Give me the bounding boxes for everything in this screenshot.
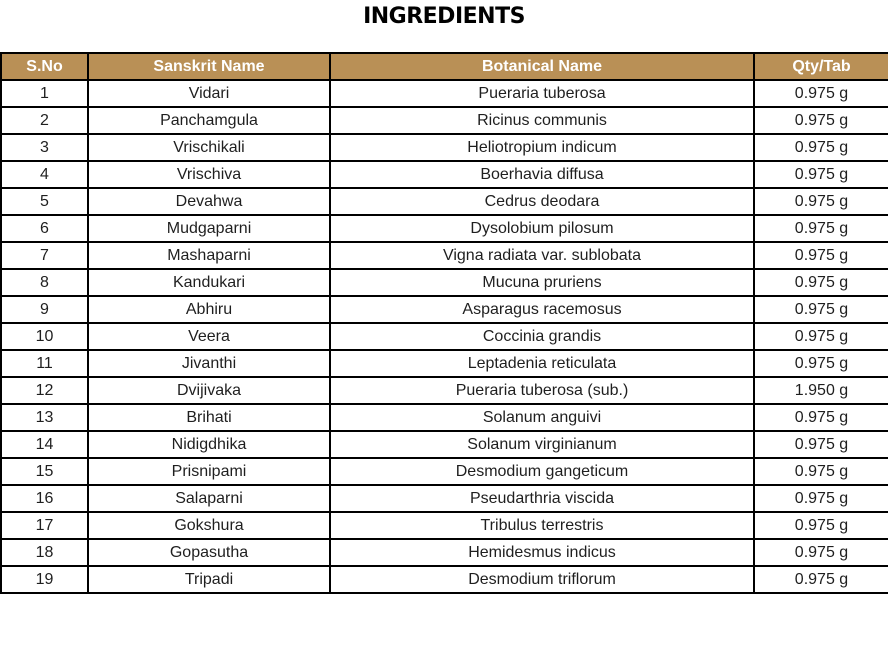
cell-serial-number: 2 xyxy=(1,107,88,134)
cell-botanical-name: Solanum anguivi xyxy=(330,404,754,431)
cell-quantity: 0.975 g xyxy=(754,134,888,161)
cell-botanical-name: Hemidesmus indicus xyxy=(330,539,754,566)
page-title: INGREDIENTS xyxy=(363,4,525,29)
cell-botanical-name: Desmodium triflorum xyxy=(330,566,754,593)
cell-serial-number: 18 xyxy=(1,539,88,566)
cell-quantity: 0.975 g xyxy=(754,161,888,188)
cell-botanical-name: Pseudarthria viscida xyxy=(330,485,754,512)
cell-sanskrit-name: Vidari xyxy=(88,80,330,107)
table-row xyxy=(1,242,888,269)
table-row xyxy=(1,566,888,593)
cell-sanskrit-name: Brihati xyxy=(88,404,330,431)
cell-botanical-name: Tribulus terrestris xyxy=(330,512,754,539)
cell-serial-number: 13 xyxy=(1,404,88,431)
cell-sanskrit-name: Dvijivaka xyxy=(88,377,330,404)
cell-sanskrit-name: Vrischiva xyxy=(88,161,330,188)
table-row xyxy=(1,269,888,296)
header-botanical-name: Botanical Name xyxy=(330,53,754,80)
cell-sanskrit-name: Veera xyxy=(88,323,330,350)
cell-quantity: 0.975 g xyxy=(754,404,888,431)
table-header-row xyxy=(1,53,888,80)
cell-sanskrit-name: Devahwa xyxy=(88,188,330,215)
cell-quantity: 0.975 g xyxy=(754,566,888,593)
cell-quantity: 0.975 g xyxy=(754,323,888,350)
cell-serial-number: 3 xyxy=(1,134,88,161)
cell-serial-number: 19 xyxy=(1,566,88,593)
cell-quantity: 0.975 g xyxy=(754,350,888,377)
cell-serial-number: 5 xyxy=(1,188,88,215)
cell-serial-number: 14 xyxy=(1,431,88,458)
cell-quantity: 0.975 g xyxy=(754,80,888,107)
cell-quantity: 0.975 g xyxy=(754,242,888,269)
cell-botanical-name: Solanum virginianum xyxy=(330,431,754,458)
cell-quantity: 0.975 g xyxy=(754,107,888,134)
cell-botanical-name: Asparagus racemosus xyxy=(330,296,754,323)
table-row xyxy=(1,107,888,134)
cell-quantity: 0.975 g xyxy=(754,215,888,242)
cell-botanical-name: Boerhavia diffusa xyxy=(330,161,754,188)
table-row xyxy=(1,431,888,458)
table-row xyxy=(1,458,888,485)
cell-quantity: 1.950 g xyxy=(754,377,888,404)
cell-serial-number: 9 xyxy=(1,296,88,323)
cell-botanical-name: Ricinus communis xyxy=(330,107,754,134)
cell-sanskrit-name: Salaparni xyxy=(88,485,330,512)
cell-serial-number: 16 xyxy=(1,485,88,512)
cell-quantity: 0.975 g xyxy=(754,458,888,485)
cell-botanical-name: Heliotropium indicum xyxy=(330,134,754,161)
cell-serial-number: 8 xyxy=(1,269,88,296)
table-row xyxy=(1,350,888,377)
cell-botanical-name: Coccinia grandis xyxy=(330,323,754,350)
cell-sanskrit-name: Mudgaparni xyxy=(88,215,330,242)
table-row xyxy=(1,134,888,161)
cell-serial-number: 17 xyxy=(1,512,88,539)
cell-quantity: 0.975 g xyxy=(754,431,888,458)
header-sanskrit-name: Sanskrit Name xyxy=(88,53,330,80)
cell-quantity: 0.975 g xyxy=(754,188,888,215)
table-row xyxy=(1,323,888,350)
header-quantity-per-tab: Qty/Tab xyxy=(754,53,888,80)
cell-botanical-name: Pueraria tuberosa xyxy=(330,80,754,107)
cell-serial-number: 4 xyxy=(1,161,88,188)
cell-sanskrit-name: Vrischikali xyxy=(88,134,330,161)
cell-sanskrit-name: Tripadi xyxy=(88,566,330,593)
table-body xyxy=(1,80,888,593)
cell-serial-number: 11 xyxy=(1,350,88,377)
cell-sanskrit-name: Prisnipami xyxy=(88,458,330,485)
cell-sanskrit-name: Jivanthi xyxy=(88,350,330,377)
cell-sanskrit-name: Gopasutha xyxy=(88,539,330,566)
cell-botanical-name: Leptadenia reticulata xyxy=(330,350,754,377)
cell-quantity: 0.975 g xyxy=(754,485,888,512)
cell-sanskrit-name: Mashaparni xyxy=(88,242,330,269)
table-row xyxy=(1,188,888,215)
cell-botanical-name: Vigna radiata var. sublobata xyxy=(330,242,754,269)
cell-botanical-name: Dysolobium pilosum xyxy=(330,215,754,242)
cell-sanskrit-name: Panchamgula xyxy=(88,107,330,134)
cell-sanskrit-name: Nidigdhika xyxy=(88,431,330,458)
table-row xyxy=(1,296,888,323)
cell-serial-number: 6 xyxy=(1,215,88,242)
cell-serial-number: 7 xyxy=(1,242,88,269)
cell-sanskrit-name: Kandukari xyxy=(88,269,330,296)
cell-botanical-name: Pueraria tuberosa (sub.) xyxy=(330,377,754,404)
table-row xyxy=(1,485,888,512)
cell-botanical-name: Mucuna pruriens xyxy=(330,269,754,296)
cell-serial-number: 12 xyxy=(1,377,88,404)
table-row xyxy=(1,377,888,404)
cell-serial-number: 1 xyxy=(1,80,88,107)
table-row xyxy=(1,539,888,566)
cell-quantity: 0.975 g xyxy=(754,269,888,296)
table-row xyxy=(1,161,888,188)
cell-serial-number: 10 xyxy=(1,323,88,350)
cell-serial-number: 15 xyxy=(1,458,88,485)
cell-quantity: 0.975 g xyxy=(754,539,888,566)
table-row xyxy=(1,215,888,242)
table-row xyxy=(1,80,888,107)
cell-quantity: 0.975 g xyxy=(754,296,888,323)
cell-botanical-name: Desmodium gangeticum xyxy=(330,458,754,485)
cell-quantity: 0.975 g xyxy=(754,512,888,539)
table-row xyxy=(1,512,888,539)
cell-sanskrit-name: Gokshura xyxy=(88,512,330,539)
header-serial-number: S.No xyxy=(1,53,88,80)
cell-sanskrit-name: Abhiru xyxy=(88,296,330,323)
table-row xyxy=(1,404,888,431)
cell-botanical-name: Cedrus deodara xyxy=(330,188,754,215)
ingredients-table xyxy=(0,52,888,594)
